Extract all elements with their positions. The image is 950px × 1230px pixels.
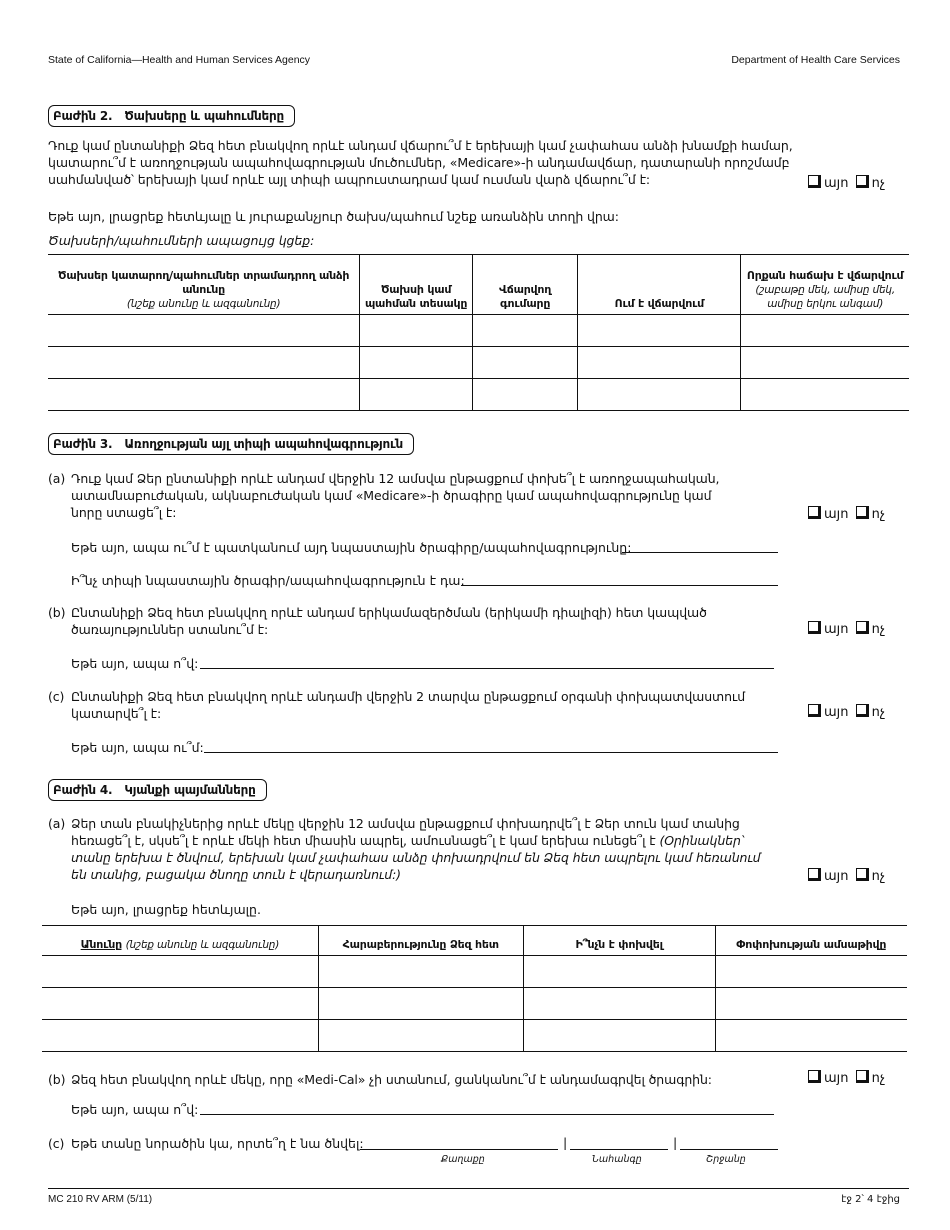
no-checkbox[interactable] <box>856 621 869 634</box>
section-3a-type-label: Ի՞նչ տիպի նպաստային ծրագիր/ապահովագրություն է դա: <box>71 573 465 588</box>
table-cell-input[interactable] <box>42 956 318 988</box>
section-4b-question: Ձեզ հետ բնակվող որևէ մեկը, որը «Medi-Cal» չի ստանում, ցանկանու՞մ է անդամագրվել ծրագրին: <box>71 1072 712 1087</box>
no-checkbox[interactable] <box>856 175 869 188</box>
section-3b-yes-no <box>808 621 885 637</box>
section-3b-who-label: Եթե այո, ապա ո՞վ: <box>71 656 199 671</box>
table-cell-input[interactable] <box>523 988 715 1020</box>
birth-city-caption: Քաղաքը <box>441 1154 485 1165</box>
section-2-label: Բաժին 2. <box>53 109 113 123</box>
col-expense-type: Ծախսի կամ պահման տեսակը <box>360 255 473 315</box>
section-3-heading <box>48 433 414 455</box>
table-cell-input[interactable] <box>715 1020 907 1052</box>
yes-label: այո <box>824 1071 849 1086</box>
table-cell-input[interactable] <box>360 379 473 411</box>
no-label: ոչ <box>871 176 886 191</box>
table-cell-input[interactable] <box>360 315 473 347</box>
no-label: ոչ <box>871 1071 886 1086</box>
col-paid-to: Ում է վճարվում <box>578 255 741 315</box>
section-3-title: Առողջության այլ տիպի ապահովագրություն <box>124 437 404 451</box>
yes-checkbox[interactable] <box>808 175 821 188</box>
section-4-label: Բաժին 4. <box>53 783 113 797</box>
table-cell-input[interactable] <box>48 315 360 347</box>
table-cell-input[interactable] <box>42 988 318 1020</box>
section-3a-yes-no <box>808 506 885 522</box>
yes-checkbox[interactable] <box>808 868 821 881</box>
footer-divider <box>48 1188 909 1189</box>
section-4a-letter: (a) <box>48 816 66 831</box>
birth-state-caption: Նահանգը <box>592 1154 642 1165</box>
form-number: MC 210 RV ARM (5/11) <box>48 1194 153 1205</box>
section-3a-question: Դուք կամ Ձեր ընտանիքի որևէ անդամ վերջին 12 ամսվա ընթացքում փոխե՞լ է առողջապահական, ատամնաբուժական, ակնաբուժական կամ «Medicare»-ի ծրագիրը կամ ապահովագրությունը կամ նորը ստացե՞լ է: <box>71 471 720 520</box>
no-checkbox[interactable] <box>856 704 869 717</box>
section-3c-yes-no <box>808 704 885 720</box>
section-4b-letter: (b) <box>48 1072 66 1087</box>
table-row <box>48 379 909 411</box>
col-name: Անունը (նշեք անունը և ազգանունը) <box>42 926 318 956</box>
section-3a-owner-field[interactable] <box>622 552 778 553</box>
col-amount: Վճարվող գումարը <box>472 255 577 315</box>
no-label: ոչ <box>871 705 886 720</box>
section-3c-who-label: Եթե այո, ապա ու՞մ: <box>71 740 204 755</box>
table-cell-input[interactable] <box>360 347 473 379</box>
table-row <box>48 347 909 379</box>
yes-checkbox[interactable] <box>808 704 821 717</box>
col-frequency: Որքան հաճախ է վճարվում (շաբաթը մեկ, ամիսը մեկ, ամիսը երկու անգամ) <box>746 269 904 310</box>
section-4a-instruction: Եթե այո, լրացրեք հետևյալը. <box>71 902 261 917</box>
section-3c-question: Ընտանիքի Ձեզ հետ բնակվող որևէ անդամի վերջին 2 տարվա ընթացքում օրգանի փոխպատվաստում կատարվե՞լ է: <box>71 689 746 721</box>
table-cell-input[interactable] <box>48 379 360 411</box>
section-4a-yes-no <box>808 868 885 884</box>
section-3c-who-field[interactable] <box>204 752 778 753</box>
col-what-changed: Ի՞նչն է փոխվել <box>523 926 715 956</box>
table-cell-input[interactable] <box>741 315 909 347</box>
section-4c-letter: (c) <box>48 1136 65 1151</box>
separator: | <box>563 1135 568 1150</box>
yes-label: այո <box>824 176 849 191</box>
section-4b-yes-no <box>808 1070 885 1086</box>
agency-header: State of California—Health and Human Services Agency <box>48 54 311 66</box>
section-4b-who-field[interactable] <box>200 1114 774 1115</box>
section-3c-letter: (c) <box>48 689 65 704</box>
table-row <box>42 988 907 1020</box>
no-label: ոչ <box>871 622 886 637</box>
table-cell-input[interactable] <box>578 315 741 347</box>
table-cell-input[interactable] <box>318 1020 523 1052</box>
yes-label: այո <box>824 705 849 720</box>
table-row <box>48 315 909 347</box>
section-2-yes-no <box>808 175 885 191</box>
table-cell-input[interactable] <box>472 347 577 379</box>
birth-city-field[interactable] <box>360 1149 558 1150</box>
table-cell-input[interactable] <box>715 956 907 988</box>
table-cell-input[interactable] <box>741 379 909 411</box>
col-person-name: Ծախսեր կատարող/պահումներ տրամադրող անձի անունը (նշեք անունը և ազգանունը) <box>48 255 360 315</box>
expenses-table <box>48 254 909 411</box>
table-cell-input[interactable] <box>523 956 715 988</box>
table-cell-input[interactable] <box>741 347 909 379</box>
col-change-date: Փոփոխության ամսաթիվը <box>736 938 887 951</box>
section-3a-type-field[interactable] <box>461 585 778 586</box>
section-4a-question-text: Ձեր տան բնակիչներից որևէ մեկը վերջին 12 ամսվա ընթացքում փոխադրվե՞լ է Ձեր տուն կամ տանից հեռացե՞լ է, սկսե՞լ է որևէ մեկի հետ միասին ապրել, ամուսնացե՞լ է կամ երեխա ունեցե՞լ է <box>71 816 740 848</box>
living-changes-table <box>42 925 907 1052</box>
table-cell-input[interactable] <box>318 956 523 988</box>
yes-label: այո <box>824 507 849 522</box>
birth-county-field[interactable] <box>680 1149 778 1150</box>
section-3a-letter: (a) <box>48 471 66 486</box>
section-2-instruction: Եթե այո, լրացրեք հետևյալը և յուրաքանչյուր ծախս/պահում նշեք առանձին տողի վրա: <box>48 209 619 224</box>
section-2-title: Ծախսերը և պահումները <box>124 109 285 123</box>
no-checkbox[interactable] <box>856 1070 869 1083</box>
yes-label: այո <box>824 869 849 884</box>
section-4c-question: Եթե տանը նորածին կա, որտե՞ղ է նա ծնվել: <box>71 1136 364 1151</box>
section-2-question: Դուք կամ ընտանիքի Ձեզ հետ բնակվող որևէ անդամ վճարու՞մ է երեխայի կամ չափահաս անձի խնամքի համար, կատարու՞մ է առողջության ապահովագրության մուծումներ, «Medicare»-ի անդամավճար, դատարանի որոշմամբ սահմանված՝ երեխայի կամ որևէ այլ տիպի ապրուստադրամ կամ ուսման վարձ վճարու՞մ է: <box>48 138 793 187</box>
no-label: ոչ <box>871 869 886 884</box>
separator: | <box>673 1135 678 1150</box>
table-cell-input[interactable] <box>472 315 577 347</box>
table-cell-input[interactable] <box>578 379 741 411</box>
page-number: էջ 2՝ 4 էջից <box>841 1194 900 1205</box>
table-cell-input[interactable] <box>472 379 577 411</box>
table-cell-input[interactable] <box>578 347 741 379</box>
col-relationship: Հարաբերությունը Ձեզ հետ <box>318 926 523 956</box>
section-4-heading <box>48 779 267 801</box>
birth-county-caption: Շրջանը <box>706 1154 746 1165</box>
section-4a-examples: (Օրինակներ՝ տանը երեխա է ծնվում, երեխան կամ չափահաս անձը փոխադրվում են Ձեզ հետ ապրելու կամ հեռանում են տանից, բացակա ծնողը տուն է վերադառնում:) <box>71 833 761 882</box>
no-checkbox[interactable] <box>856 506 869 519</box>
section-3b-question: Ընտանիքի Ձեզ հետ բնակվող որևէ անդամ երիկամազերծման (երիկամի դիալիզի) հետ կապված ծառայություններ ստանու՞մ է: <box>71 605 707 637</box>
section-4a-question <box>71 815 771 883</box>
section-2-heading <box>48 105 295 127</box>
table-cell-input[interactable] <box>48 347 360 379</box>
yes-checkbox[interactable] <box>808 1070 821 1083</box>
yes-checkbox[interactable] <box>808 506 821 519</box>
section-3b-who-field[interactable] <box>200 668 774 669</box>
table-cell-input[interactable] <box>523 1020 715 1052</box>
birth-state-field[interactable] <box>570 1149 668 1150</box>
section-4b-who-label: Եթե այո, ապա ո՞վ: <box>71 1102 199 1117</box>
no-checkbox[interactable] <box>856 868 869 881</box>
table-row <box>42 1020 907 1052</box>
no-label: ոչ <box>871 507 886 522</box>
table-cell-input[interactable] <box>318 988 523 1020</box>
section-3b-letter: (b) <box>48 605 66 620</box>
yes-checkbox[interactable] <box>808 621 821 634</box>
department-header: Department of Health Care Services <box>731 54 900 66</box>
yes-label: այո <box>824 622 849 637</box>
table-cell-input[interactable] <box>42 1020 318 1052</box>
section-3-label: Բաժին 3. <box>53 437 113 451</box>
table-cell-input[interactable] <box>715 988 907 1020</box>
section-2-proof-note: Ծախսերի/պահումների ապացույց կցեք: <box>48 233 315 248</box>
section-3a-owner-label: Եթե այո, ապա ու՞մ է պատկանում այդ նպաստային ծրագիրը/ապահովագրությունը: <box>71 540 632 555</box>
table-row <box>42 956 907 988</box>
section-4-title: Կյանքի պայմանները <box>124 783 256 797</box>
